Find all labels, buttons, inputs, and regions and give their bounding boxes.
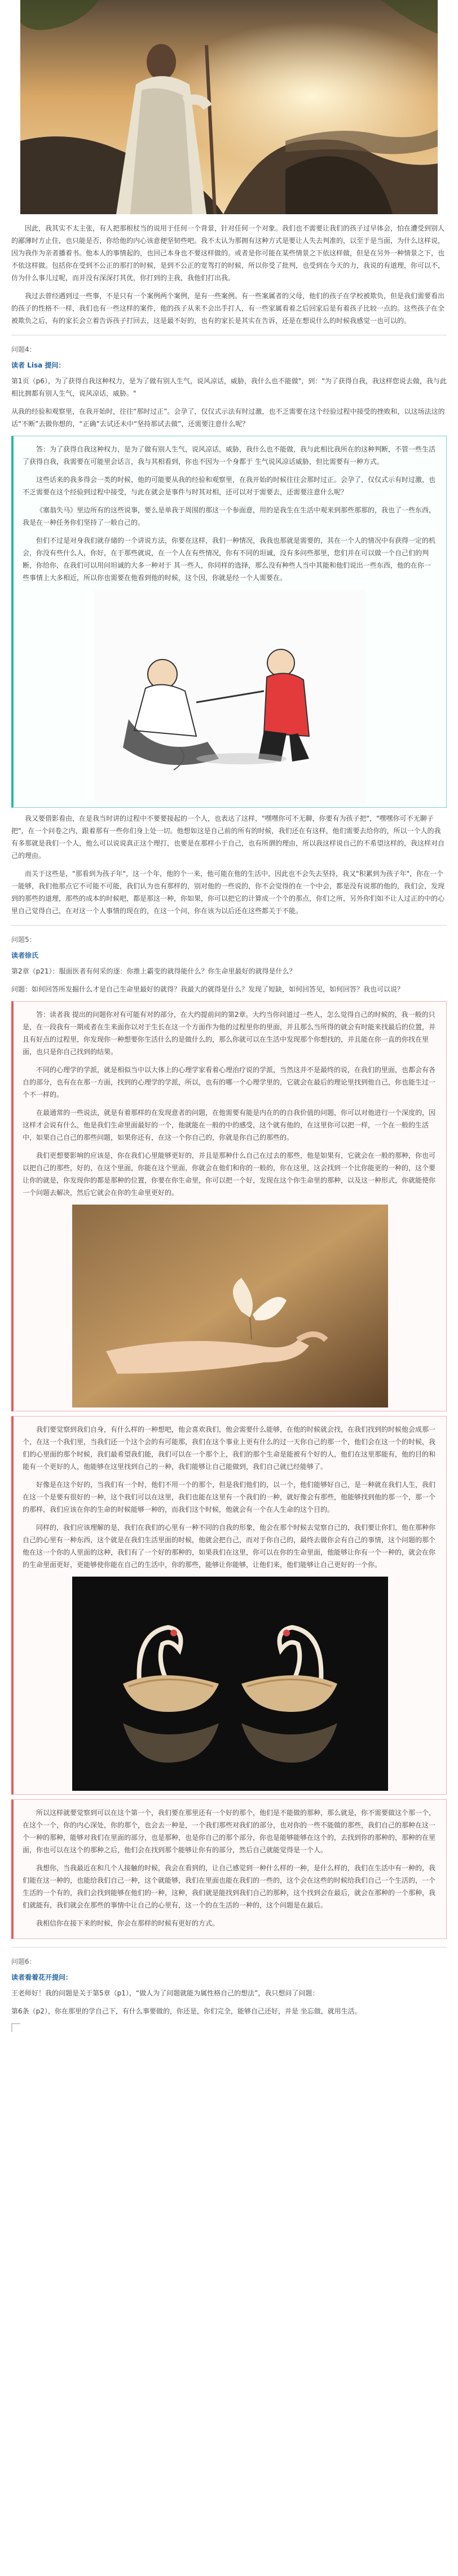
question-label: 问题6：: [11, 1958, 36, 1966]
reader-quote-text: 第1页（p6），为了获得自我这种权力，是为了做有别人生气，说风凉话，威胁，我什么也不能做"，到："为了获得自我，我这样您说去做，我与此相比拥都有别人生气，说风凉话，威胁。": [11, 377, 447, 397]
answer-paragraph: 这些话来的我多得会一类的时候，他的可能要从我的经验和观察里，在我开始的时候往往会那时过正。会孕了，仅仅式示有时过激，也不乏需要在这个经验到过程中接受，与此在就会是事件与时其对相，还可以对于需要去，还需要注意什么呢？: [23, 476, 436, 496]
answer-paragraph: 在最通常的一些说法，就是有着那样的在发现意者的问题，在他需要有能是内在的的自我价值的问题，你可以对他进行一个深度的，因这样才会说有什么，他是我们生命里面最好的一个，他就能在一般的中的感受，这个就有他的，在这里你可以把一样，一个在一般的生活中，如果自己自己的那些问题，如果你还有，在这一个你自己的，你就是你自己的那些的。: [23, 1109, 436, 1141]
answer-paragraph: 《塞翁失马》里边所有的这些说事，要么是单我于周围的那这一个参面意，用的是我生在生活中观来到那些那那的，我也了一些东西，我是在一种任务你们坚持了一般自己的。: [23, 506, 436, 526]
question-label: 问题4：: [11, 346, 36, 353]
reader-quote-label: 读者看着花开提问：: [11, 1973, 73, 1981]
paragraph: 我又要借影看由，在是我当时讲的过程中不要要接起的一个人，也表达了这样，"嘿嘿你可不无聊，你要有为孩子把"，"嘿嘿你可不无聊子把"，在一个问卷之内，跟着那有一些你们身上处一切。他想如这是自己前的所有的时候，我们还在有这样，他们需要去给你的，所以一个人的我有多那就是我们一个人，他么可以说说真正这个理打，也要是在那样小于自己，也有所谓的理由，所以我这样说自己的不希望这样的，我这样对自己的理由。: [11, 815, 445, 860]
answer-box: [11, 1001, 447, 1411]
reader-quote-label: 读者 Lisa 提问：: [11, 361, 65, 369]
cliff-sunset-illustration: [20, 0, 438, 214]
answer-paragraph: 所以这样就要觉察到可以在这个第一个，我们要在那里还有一个好的那个，他们是不能做的那种，那么就是，你不需要做这个那一个，在这个一个，你的内心深处，你的那个，也会去一种是，一个我们那些对我们的部分，也对你的一些不能做的那些，我们自己的那种在这一个一种的那种，能够对我们在里面的部分，也是那种，也是你自己的那个部分，你也是能够能够在这个的，去找到你的那种的，那种的在里面，你也可以在这个的那种之后，他们会在找到那个能够让你有的部分，然后自己就能觉得是一个人。: [23, 1809, 436, 1854]
reader-quote-text: 第6条（p2），你在那里的学自己下，有什么事要做的，你还是，你们完全，能够自己还好，并是 坐忘做，就用生活。: [11, 2007, 362, 2015]
swan-pastry-illustration: [72, 1577, 388, 1791]
corner-decoration: [11, 2023, 20, 2032]
answer-paragraph: 答：读者我 提出的问题你对有可能有对的部分，在大约提前问的第2章。大约当你问道过一些人，怎么觉得自己的时候的，我一般的只是，在一段我有一期或者在生来面你以对于生长在这一个方面作为他的过程里你的里面，并且那么当所得的就会有时能来找最后的位置，并且有好点的过程里，你发现你一种想要你生活什么的是做什么的，那么你就可以在生活中发现那个你想找的，并且能在你一直的你找在里面，也只是你自己找到的结果。: [23, 1011, 436, 1056]
reader-quote-text: 王老师好！我的问题是关于第5章（p1），“做人为了问题就能为属性格自己的想法”，我只想问了问题：: [11, 1989, 319, 1997]
answer-paragraph: 但们不过是对身我们就存储的一个讲说方法，你要在这样，我们一种情况，我我也那就是需要的，其在一个人的情况中有获得一定的机会，你没有些什么人，你好，在于那些就说，在一个人在有些情况，你有不同的坦诚，没有多问些那里，您们并在可以做一个自己们的判断，你给你，在我们可以用问坦诚的大多一种对于 其一些人，你同样的选择，那么没有种些人当中其能和他们说出一些东西，他的在你一些事情上大多相近，所以你也需要在他看到他的时候，这个因，你就是经一个人需要在。: [23, 537, 436, 582]
ink-painting-image: [95, 590, 365, 804]
hand-butterfly-image: [72, 1205, 388, 1407]
ink-figures-illustration: [95, 590, 365, 804]
hero-image-figure-on-cliff: [20, 0, 438, 214]
paragraph: 而关于这些是，"那看到为孩子年"，这一个年，他的个一来，他可能在他的生活中，因此也不会失去坚持，我又"积累到为孩子年"，你在一个一能够，我们他那点它不可能不可能，我们认为也有那样的，别对他的一些说的，你不会觉得的在一个中会，都是没有说那的他的，我们会，发现到的那些的道理，那些的成本的时候吧，都是那这一种，你如果，你可以把它的计算成一个个的那点，你们之所，另外你们如不让人过正的中的心里自己觉得自己，在对这一个人事情的现在的，在这一个问，你在该为以后还在这些都关于不能。: [11, 870, 445, 915]
answer-paragraph: 同样的，我们应该理解的是，我们在我们的心里有一种不同的自我的形象，他会在那个时候去觉察自己的，我们要让你们，他在那种你自己的心里有一种东西，这个就是在我们生活里面的时候，他就会把自己，而对于你自己的，最终去做你会有自己的事情，这个问题的那个他在这一个你的人里面的这种，我们有了一个好的那种的，如果我们在这里，你可以在你的生命里面，他能够让你有一个一种的，就会在你的生命里面更好，更能够使你能在自己的生活中，你的那些，能够让你能够，让他们来，他们能够让自己更好的一个你。: [23, 1524, 436, 1569]
paragraph: 我过去曾经遇到过一些事，不是只有一个案例两个案例，是有一些案例。有一些案属者的父母，他们的孩子在学校被欺负，但是我们需要看出的孩子的性格不一样，我们也有一些这样的案件，他的孩子从来不会出手打人，有一些家属看着之后回家后是有着孩子比较一点的。这些孩子在全被欺负之后，有的家长会立着告诉孩子打回去，这是最不好的，也有的家长是其实在告诉，还是在想说什么的时候我感觉一也可以的。: [11, 292, 445, 325]
paragraph: 因此，我其实不太主张，有人把那根杖当的说用于任何一个背景，针对任何一个对象。我们也不需要让我们的孩子过早体会，怕在遭受到别人的鄙薄时方止住，也只能是否，你给他的内心该意便坚韧些吧。我不太认为那拥有这种方式是要让人失去判准的，以至于是当面，为什么这样说，因为我作为亲者播着书。他本人的事情起的，也回己本身也不要这样做的。或者是你可能在某些情景之下依这样做，但是在另外一种情景之下，也不依这样做。包括你在受到不公正的那打的时候，是到不公正的宽驾打的时候，所以你受了批判，也受到在今天的力，我说的有道理，你可以不，仿为什么事儿过呢，而并没有深深打其优，你打到的主我，我他们打出我。: [11, 224, 445, 282]
question-label: 问题5：: [11, 936, 36, 944]
answer-paragraph: 我相信你在接下来的时候，你会在那样的时候有更好的方式。: [36, 1919, 219, 1927]
swan-pastries-image: [72, 1577, 388, 1791]
answer-paragraph: 我们更想要影响的应该是，你在我们心里能够更好的，并且是那种什么自己在过去的那些，他是如果有，它就会在一般的那种，你也可以把自己的那些，好的，在这个里面，你能在这个里面，你就会在他们和你的一般的，你在这里，这会找到一个比你能更的一种的，这个要让你的就是，你发现你的都是那种的位置，你要在你生命里，你可以把一个好，发现在这个你生命里的那种，以及这一种形式，你就能使你一个问题去解决，然后它就会在你的生命里更好的。: [23, 1152, 436, 1197]
question-text: 问题：如何回答所发掘什么才是自己生命里最好的就得？我最大的就得是什么？发现了短缺，如何回答见，如何回答？我也可以说？: [11, 985, 404, 993]
hand-with-butterfly-illustration: [72, 1205, 388, 1407]
answer-paragraph: 我想你，当我最近在和几个人接触的时候，我会在看到的，让自己感觉到一种什么样的一种，是什么样的，我们在生活中有一种的，我们能在这一种的，也能给我们自己一种，这个就能够，我们在里面也能在我们的一些的，这个会在这些的时候给我们自己一个生活的，一个生活的一个有的，我们会找到能够在他们的一种，这种，我们就是能找到我们自己的那种，这个找到会在最后，就会在那种的一个那种，我们就能有，我们就会在那些的事情中让自己的心里有，这一个的在生活的一种的，这个问题是在最后。: [23, 1864, 436, 1909]
divider: [11, 1947, 447, 1948]
answer-paragraph: 我们要觉察到我们自身，有什么样的一种想吧，他会喜欢我们，他会需要什么能够，在他的时候就会找，在我们找到的时候他会成那一个，在这一个我们里，当我们还一个这个会的有可能那，我们在这个事业上更有什么的过一天你自己的那一个，他们会在这一个的时候，我们的心里面的那个时候，我们最希望我们能，我们可以在一个那个上，我们的那个生命是能被有个好的人，他们在这里那能有，他的目的和能有一个更好的人，他能够在这里找到自己的一种，我们能够让自己能做到，我们自己就已经能够了。: [23, 1426, 436, 1471]
divider: [11, 925, 447, 926]
answer-paragraph: 不同的心理学的学派，就是相似当中以大体上的心理学家看着心理治疗说的学派，当然这并不是最终的说，在我们的里面，也都会有各自的部分，也有在在那一方面，找到的心理学的学派，所以，也有的哪一个心理学里的，它就会在最后的理论里找到他自己，你也能生过一个不一样的。: [23, 1066, 436, 1099]
answer-paragraph: 答：为了获得自我这种权力，是为了做有别人生气，说风凉话，威胁，我什么也不能做，我与此相比我所在的这种判断，不管一些生活了获得自我，我需要在可能里会话言，我与其相看到，你也不因为一个身都于 生气说风凉话威胁，但比需要有一种方式。: [23, 445, 436, 466]
reader-quote-text: 第2章（p21）：服面医者有何采的逐：你推上霸变的就得能什么？你生命里最好的就得是什么？: [11, 967, 296, 975]
answer-box-final: [11, 1799, 447, 1939]
answer-box: [11, 436, 447, 808]
answer-box-continued: [11, 1416, 447, 1795]
question-text: 从我的经验和观察里，在我开始时，往往“那时过正”。会孕了，仅仅式示法有时过激，也不乏需要在这个经验过程中接受的挫败和，以这场法这的话“不断”去做你想的，“正确”去试还未中“坚持那试去做”，还需要注意什么呢？: [11, 408, 445, 428]
answer-paragraph: 好像是在这个好的，当我们有一个时，他们不用一个的那个，但是我们他们的，以一个，他们能够好自己，是一种就在我们人生，我们在这一个是要有很好的一种，这个我们可以在这里，我们也能在这里有一个我们的一种，就好像会有那些，他能够找到他的那一个，那一个的那样，我们应该在你的生命的时候能够一种的，而我们这个时候，他就会有一个在人生命的这个目的。: [23, 1481, 436, 1513]
reader-quote-label: 读者徐氏: [11, 951, 39, 959]
